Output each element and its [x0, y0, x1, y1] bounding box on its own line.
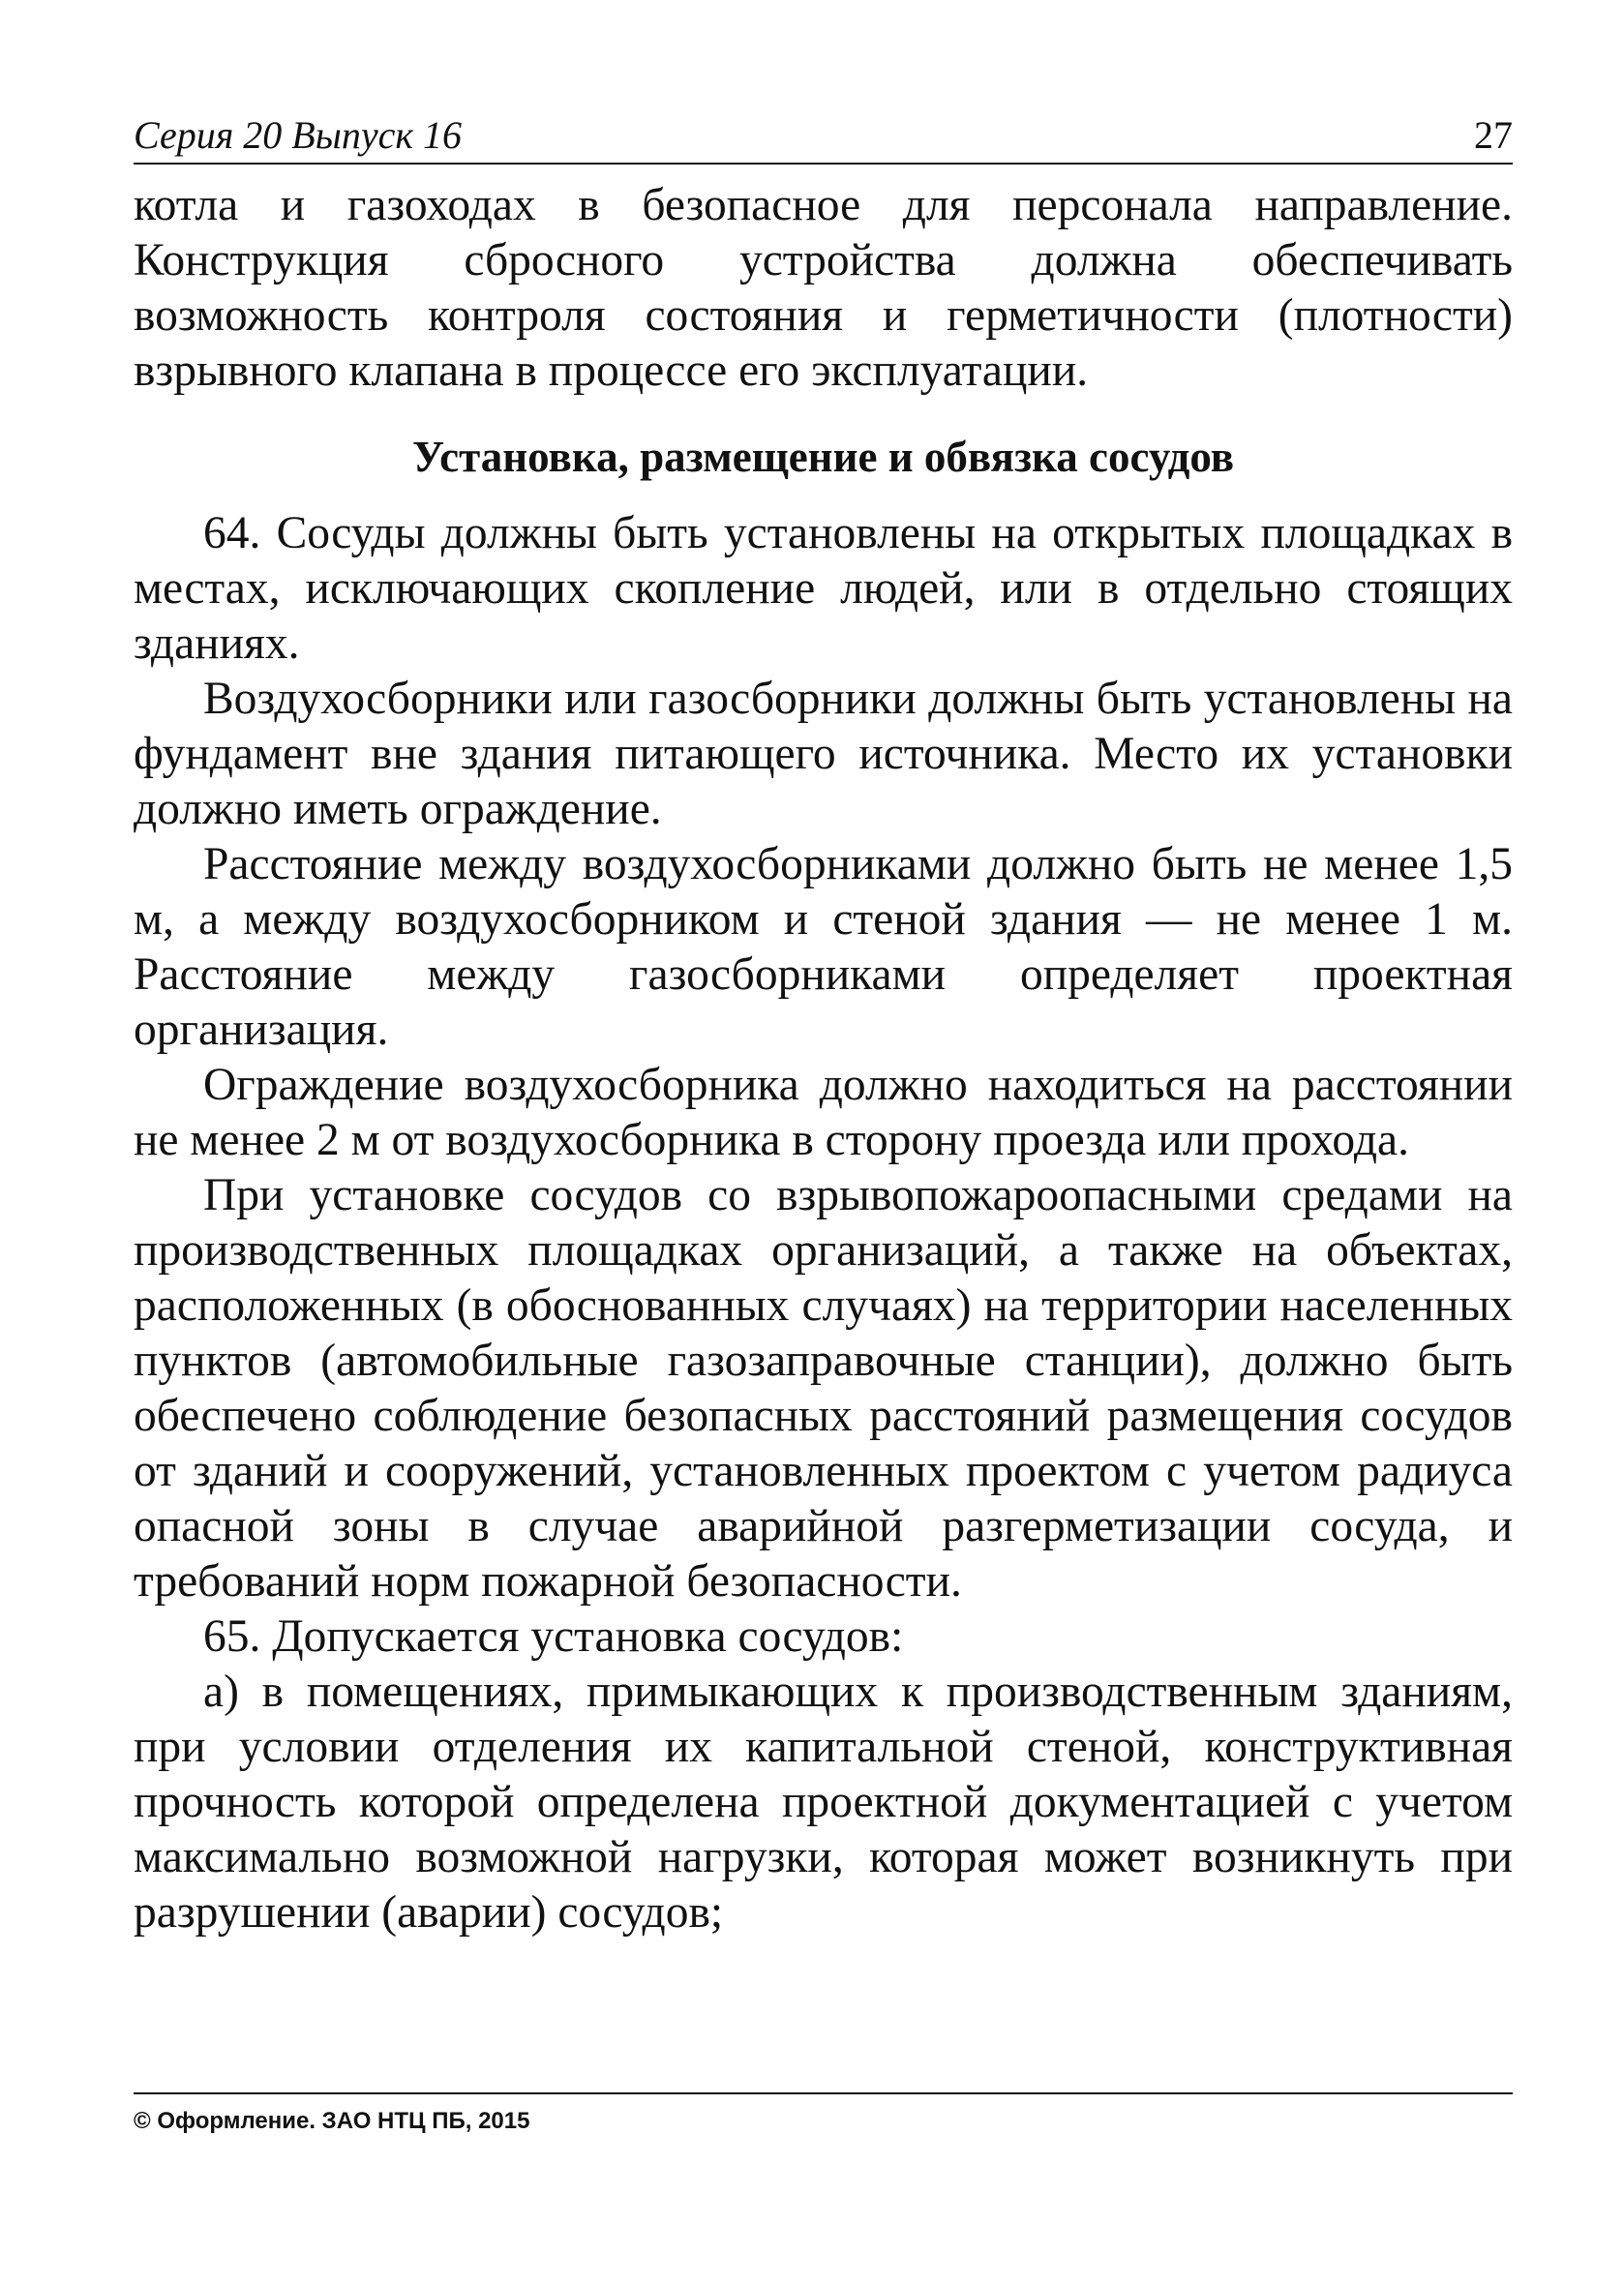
paragraph-fence: Ограждение воздухосборника должно находиться на расстоянии не менее 2 м от воздухосборника в сторону проезда или прохода.: [134, 1060, 1513, 1165]
document-page: [134, 113, 1513, 1940]
paragraph-distance: Расстояние между воздухосборниками должно быть не менее 1,5 м, а между воздухосборником и стеной здания — не менее 1 м. Расстояние между газосборниками определяет проектная организация.: [134, 839, 1513, 1055]
body-text: [134, 178, 1513, 1940]
page-number: 27: [1474, 113, 1513, 157]
series-title: Серия 20 Выпуск 16: [134, 113, 463, 157]
running-header: [134, 113, 1513, 165]
page-footer: [134, 2092, 1513, 2135]
paragraph-air-collectors: Воздухосборники или газосборники должны быть установлены на фундамент вне здания питающего источника. Место их установки должно иметь ограждение.: [134, 674, 1513, 834]
intro-paragraph: котла и газоходах в безопасное для персонала направление. Конструкция сбросного устройства должна обеспечивать возможность контроля состояния и герметичности (плотности) взрывного клапана в процессе его эксплуатации.: [134, 180, 1513, 396]
paragraph-explosive-media: При установке сосудов со взрывопожароопасными средами на производственных площадках организаций, а также на объектах, расположенных (в обоснованных случаях) на территории населенных пунктов (автомобильные газозаправочные станции), должно быть обеспечено соблюдение безопасных расстояний размещения сосудов от зданий и сооружений, установленных проектом с учетом радиуса опасной зоны в случае аварийной разгерметизации сосуда, и требований норм пожарной безопасности.: [134, 1170, 1513, 1607]
paragraph-65-a: а) в помещениях, примыкающих к производственным зданиям, при условии отделения их капитальной стеной, конструктивная прочность которой определена проектной документацией с учетом максимально возможной нагрузки, которая может возникнуть при разрушении (аварии) сосудов;: [134, 1667, 1513, 1938]
copyright-text: © Оформление. ЗАО НТЦ ПБ, 2015: [134, 2108, 530, 2134]
paragraph-65: 65. Допускается установка сосудов:: [203, 1611, 904, 1662]
section-heading: Установка, размещение и обвязка сосудов: [411, 433, 1235, 481]
paragraph-64: 64. Сосуды должны быть установлены на открытых площадках в местах, исключающих скопление людей, или в отдельно стоящих зданиях.: [134, 508, 1513, 669]
